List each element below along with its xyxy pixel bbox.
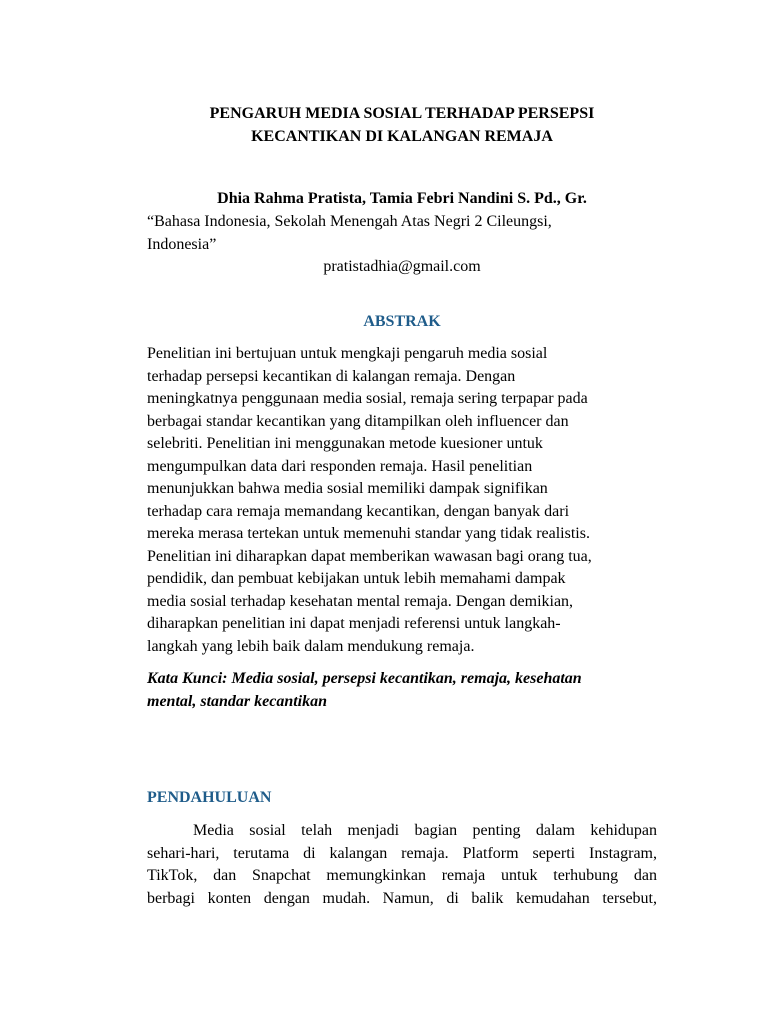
keywords-line: mental, standar kecantikan bbox=[147, 692, 328, 710]
affiliation-line: Indonesia” bbox=[147, 235, 217, 253]
abstract-line: mereka merasa tertekan untuk memenuhi standar yang tidak realistis. bbox=[147, 525, 590, 542]
title-line: PENGARUH MEDIA SOSIAL TERHADAP PERSEPSI bbox=[209, 105, 595, 122]
author-list: Dhia Rahma Pratista, Tamia Febri Nandini S. Pd., Gr. bbox=[217, 190, 587, 207]
abstract-line: terhadap cara remaja memandang kecantikan, dengan banyak dari bbox=[147, 502, 570, 520]
intro-line: Media sosial telah menjadi bagian penting dalam kehidupan bbox=[193, 822, 657, 839]
abstract-line: media sosial terhadap kesehatan mental remaja. Dengan demikian, bbox=[147, 592, 574, 610]
abstract-line: selebriti. Penelitian ini menggunakan metode kuesioner untuk bbox=[147, 435, 543, 452]
abstract-line: menunjukkan bahwa media sosial memiliki dampak signifikan bbox=[147, 480, 548, 497]
abstract-line: Penelitian ini bertujuan untuk mengkaji pengaruh media sosial bbox=[147, 345, 548, 362]
author-email: pratistadhia@gmail.com bbox=[323, 258, 481, 275]
title-line: KECANTIKAN DI KALANGAN REMAJA bbox=[251, 128, 553, 145]
abstract-line: Penelitian ini diharapkan dapat memberikan wawasan bagi orang tua, bbox=[147, 547, 592, 565]
introduction-body bbox=[147, 820, 657, 910]
keywords-line: Kata Kunci: Media sosial, persepsi kecantikan, remaja, kesehatan bbox=[147, 670, 582, 687]
abstract-line: diharapkan penelitian ini dapat menjadi referensi untuk langkah- bbox=[147, 615, 561, 632]
intro-line: TikTok, dan Snapchat memungkinkan remaja untuk terhubung dan bbox=[147, 867, 657, 884]
paper-title bbox=[140, 102, 664, 148]
affiliation-line: “Bahasa Indonesia, Sekolah Menengah Atas Negri 2 Cileungsi, bbox=[147, 213, 552, 230]
keywords bbox=[147, 668, 657, 713]
abstract-line: pendidik, dan pembuat kebijakan untuk lebih memahami dampak bbox=[147, 570, 566, 587]
abstract-line: langkah yang lebih baik dalam mendukung remaja. bbox=[147, 637, 475, 655]
intro-line: sehari-hari, terutama di kalangan remaja. Platform seperti Instagram, bbox=[147, 844, 657, 862]
introduction-heading: PENDAHULUAN bbox=[147, 789, 272, 806]
affiliation bbox=[147, 211, 657, 256]
abstract-line: berbagai standar kecantikan yang ditampilkan oleh influencer dan bbox=[147, 412, 569, 430]
abstract-line: terhadap persepsi kecantikan di kalangan remaja. Dengan bbox=[147, 367, 516, 385]
intro-line: berbagi konten dengan mudah. Namun, di balik kemudahan tersebut, bbox=[147, 889, 657, 907]
abstract-body bbox=[147, 343, 657, 658]
abstract-line: meningkatnya penggunaan media sosial, remaja sering terpapar pada bbox=[147, 390, 588, 407]
abstract-line: mengumpulkan data dari responden remaja. Hasil penelitian bbox=[147, 457, 533, 475]
abstract-heading: ABSTRAK bbox=[363, 313, 441, 330]
